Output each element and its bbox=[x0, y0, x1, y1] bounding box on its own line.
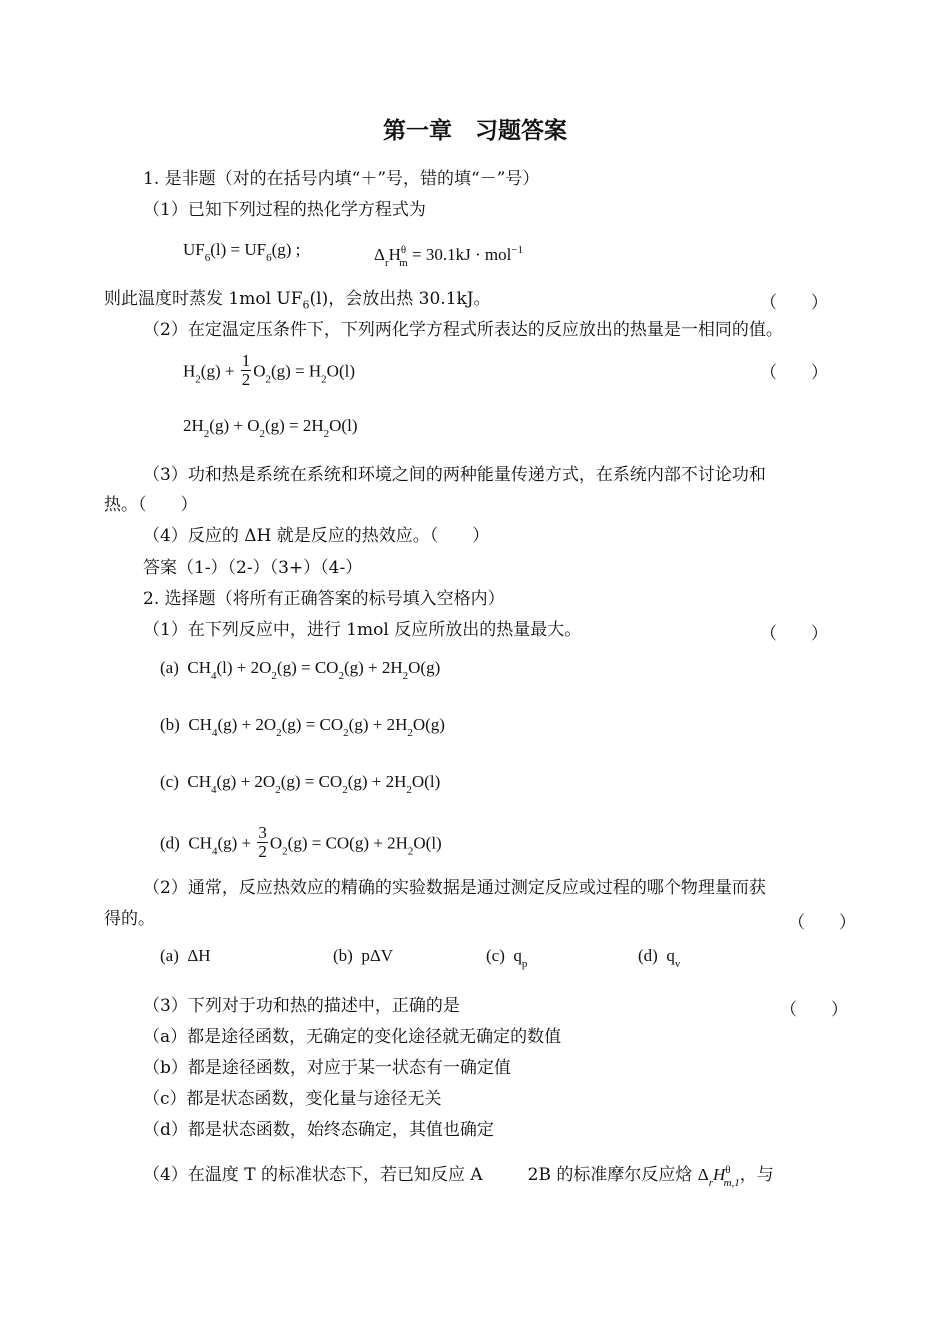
s1-answer-key: 答案（1-）（2-）（3+）（4-） bbox=[143, 558, 363, 578]
s2-q1-answer-blank[interactable]: （ ） bbox=[760, 624, 828, 644]
s2-q1-option-c: (c) $CH_4(g) + 2O_2(g) = CO_2(g) + 2H_2O(l)$ bbox=[160, 772, 441, 796]
s2-q3-option-a: （a）都是途径函数，无确定的变化途径就无确定的数值 bbox=[143, 1027, 562, 1047]
s1-q1-equation: $UF_6(l) = UF_6(g)$ ; bbox=[183, 240, 301, 264]
s2-q4-stem: （4）在温度 T 的标准状态下，若已知反应 A 2B 的标准摩尔反应焓 $\Delta_rH^\theta_{m,1}$，与 bbox=[143, 1158, 774, 1195]
s2-q2-line-2: 得的。 bbox=[104, 909, 155, 929]
s2-q1-option-d: (d) $CH_4(g)$ + $\frac{3}{2}$ $O_2(g) = CO(g) + 2H_2O(l)$ bbox=[160, 823, 442, 861]
s2-q2-line-1: （2）通常，反应热效应的精确的实验数据是通过测定反应或过程的哪个物理量而获 bbox=[143, 878, 766, 898]
s2-q3-option-d: （d）都是状态函数，始终态确定，其值也确定 bbox=[143, 1120, 494, 1140]
s1-q3-line-2: 热。（ ） bbox=[104, 495, 198, 515]
s1-q1-stem: （1）已知下列过程的热化学方程式为 bbox=[143, 200, 426, 220]
section-2-heading: 2. 选择题（将所有正确答案的标号填入空格内） bbox=[143, 589, 505, 609]
s2-q2-option-a: (a) ΔH bbox=[160, 946, 211, 965]
fraction-three-halves: $\frac{3}{2}$ bbox=[258, 823, 267, 861]
s1-q4: （4）反应的 ΔH 就是反应的热效应。（ ） bbox=[143, 526, 490, 546]
s2-q1-option-b: (b) $CH_4(g) + 2O_2(g) = CO_2(g) + 2H_2O(g)$ bbox=[160, 715, 445, 739]
page-title: 第一章 习题答案 bbox=[383, 118, 567, 144]
s1-q1-statement: 则此温度时蒸发 1mol $UF_6(l)$，会放出热 30.1kJ。 bbox=[104, 289, 491, 312]
s1-q2-equation-1: $H_2(g)$ + $\frac{1}{2}$ $O_2(g) = H_2O(l)$ bbox=[183, 351, 355, 389]
s1-q2-answer-blank[interactable]: （ ） bbox=[760, 363, 828, 383]
s1-q3-line-1: （3）功和热是系统在系统和环境之间的两种能量传递方式，在系统内部不讨论功和 bbox=[143, 465, 766, 485]
standard-molar-enthalpy-symbol: $\Delta_rH^\theta_{m,1}$ bbox=[697, 1164, 740, 1189]
s2-q3-option-b: （b）都是途径函数，对应于某一状态有一确定值 bbox=[143, 1058, 511, 1078]
fraction-one-half: $\frac{1}{2}$ bbox=[241, 351, 251, 389]
s2-q2-option-b: (b) pΔV bbox=[333, 946, 394, 965]
section-1-heading: 1. 是非题（对的在括号内填“＋”号，错的填“－”号） bbox=[143, 169, 540, 189]
s2-q1-option-a: (a) $CH_4(l) + 2O_2(g) = CO_2(g) + 2H_2O(g)$ bbox=[160, 658, 441, 682]
s2-q3-answer-blank[interactable]: （ ） bbox=[780, 1000, 848, 1020]
s1-q1-answer-blank[interactable]: （ ） bbox=[760, 293, 828, 313]
s2-q2-answer-blank[interactable]: （ ） bbox=[788, 913, 856, 933]
s1-q2-stem: （2）在定温定压条件下，下列两化学方程式所表达的反应放出的热量是一相同的值。 bbox=[143, 320, 783, 340]
s2-q2-option-d: (d) $q_v$ bbox=[638, 946, 681, 970]
s1-q1-enthalpy: $\Delta_rH^\theta_m = 30.1kJ \cdot mol^{-1}$ bbox=[374, 244, 524, 269]
s1-q2-equation-2: $2H_2(g) + O_2(g) = 2H_2O(l)$ bbox=[183, 416, 358, 440]
s2-q3-option-c: （c）都是状态函数，变化量与途径无关 bbox=[143, 1089, 442, 1109]
s2-q1-stem: （1）在下列反应中，进行 1mol 反应所放出的热量最大。 bbox=[143, 620, 582, 640]
s2-q3-stem: （3）下列对于功和热的描述中，正确的是 bbox=[143, 996, 460, 1016]
s2-q2-option-c: (c) $q_p$ bbox=[486, 946, 528, 970]
